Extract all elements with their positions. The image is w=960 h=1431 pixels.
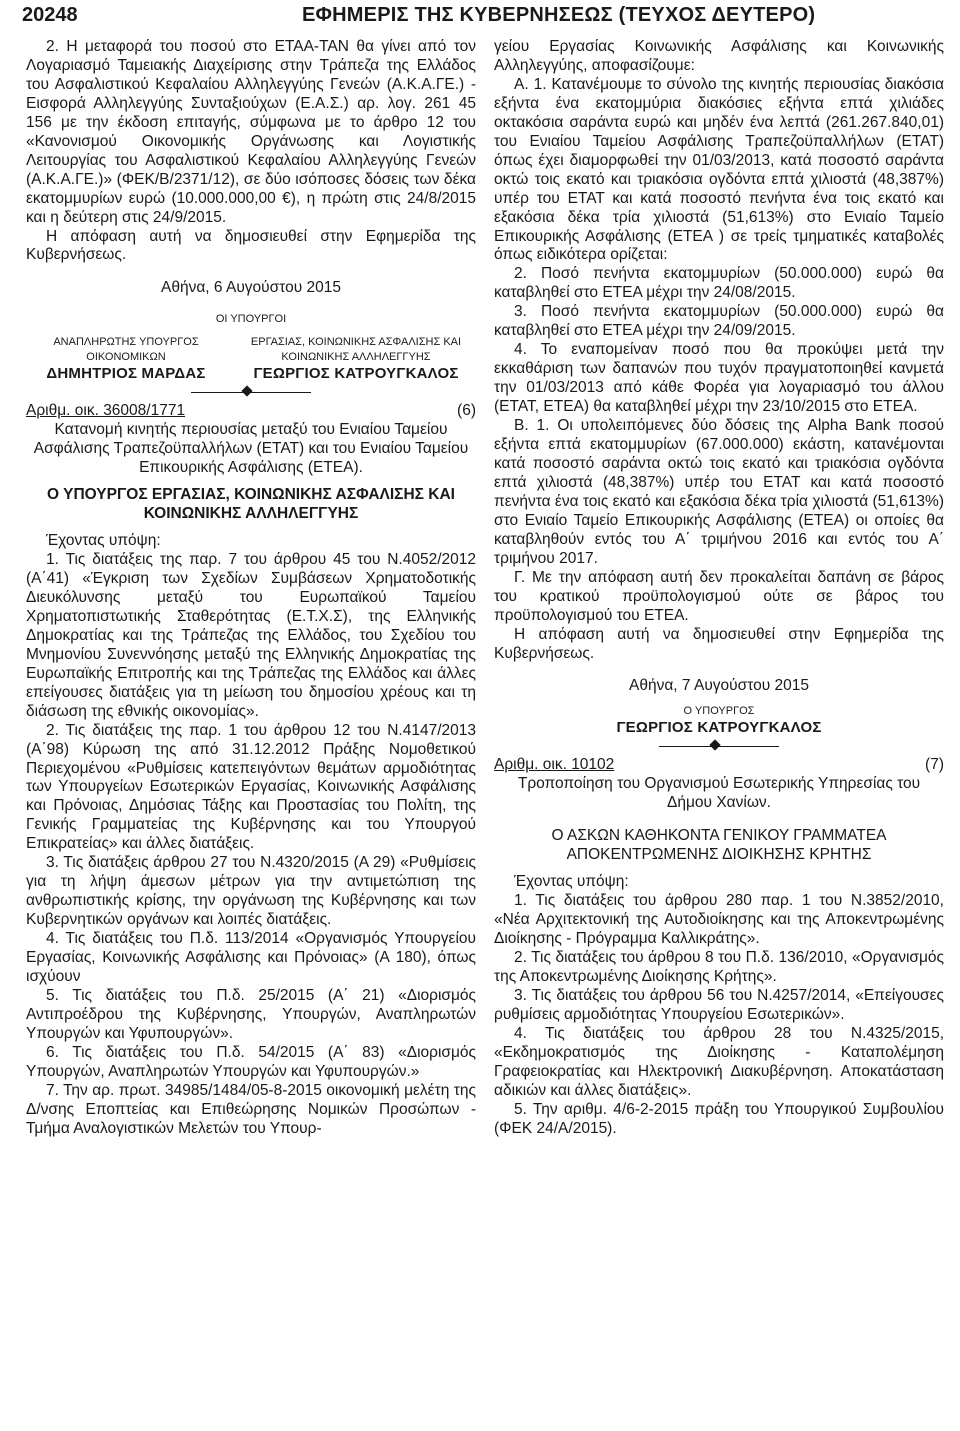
decision-6-ref: Αριθμ. οικ. 36008/1771: [26, 402, 186, 420]
gazette-title: ΕΦΗΜΕΡΙΣ ΤΗΣ ΚΥΒΕΡΝΗΣΕΩΣ (ΤΕΥΧΟΣ ΔΕΥΤΕΡΟ): [302, 4, 816, 26]
decision-7-title: Τροποποίηση του Οργανισμού Εσωτερικής Υπηρεσίας του Δήμου Χανίων.: [517, 775, 921, 812]
publish-paragraph: Η απόφαση αυτή να δημοσιευθεί στην Εφημερίδα της Κυβερνήσεως.: [26, 227, 476, 264]
decision-6-number: (6): [457, 402, 476, 420]
list-item: 4. Το εναπομείναν ποσό που θα προκύψει μετά την εκκαθάριση των δαπανών που τυχόν πραγματοποιηθεί κανμετά την 01/03/2013 από κάθε Φορέα για λογαριασμό του άλλου (ΕΤΑΤ, ΕΤΕΑ) θα καταβληθεί μέχρι την 23/10/2015 στο ΕΤΕΑ.: [494, 341, 944, 416]
minister-title: Ο ΥΠΟΥΡΓΟΣ ΕΡΓΑΣΙΑΣ, ΚΟΙΝΩΝΙΚΗΣ ΑΣΦΑΛΙΣΗΣ ΚΑΙ ΚΟΙΝΩΝΙΚΗΣ ΑΛΛΗΛΕΓΓΥΗΣ: [47, 486, 455, 523]
list-item: 6. Τις διατάξεις του Π.δ. 54/2015 (Α΄ 83) «Διορισμός Υπουργών, Αναπληρωτών Υπουργών και Υφυπουργών.»: [26, 1043, 476, 1080]
signing-date: Αθήνα, 7 Αυγούστου 2015: [629, 677, 809, 695]
list-item: Γ. Με την απόφαση αυτή δεν προκαλείται δαπάνη σε βάρος του κρατικού προϋπολογισμού ούτε σε βάρος του προϋπολογισμού του ΕΤΕΑ.: [494, 568, 944, 624]
decision-7-heading: [494, 756, 944, 775]
signature-left-name: ΔΗΜΗΤΡΙΟΣ ΜΑΡΔΑΣ: [46, 365, 206, 383]
decision-7-ref: Αριθμ. οικ. 10102: [494, 756, 615, 774]
signing-date: Αθήνα, 6 Αυγούστου 2015: [161, 279, 341, 297]
section-divider: [191, 384, 311, 402]
list-item: 5. Την αριθμ. 4/6-2-2015 πράξη του Υπουργικού Συμβουλίου (ΦΕΚ 24/Α/2015).: [494, 1100, 944, 1137]
list-item: 1. Τις διατάξεις του άρθρου 280 παρ. 1 του Ν.3852/2010, «Νέα Αρχιτεκτονική της Αυτοδιοίκησης και της Αποκεντρωμένης Διοίκησης - Πρόγραμμα Καλλικράτης».: [494, 892, 944, 947]
having-regard: Έχοντας υπόψη:: [514, 873, 629, 891]
signature-left-role: ΑΝΑΠΛΗΡΩΤΗΣ ΥΠΟΥΡΓΟΣ ΟΙΚΟΝΟΜΙΚΩΝ: [53, 336, 199, 364]
decision-6-heading: [26, 402, 476, 421]
secretary-title: Ο ΑΣΚΩΝ ΚΑΘΗΚΟΝΤΑ ΓΕΝΙΚΟΥ ΓΡΑΜΜΑΤΕΑ ΑΠΟΚΕΝΤΡΩΜΕΝΗΣ ΔΙΟΙΚΗΣΗΣ ΚΡΗΤΗΣ: [551, 827, 887, 864]
right-column: [494, 38, 944, 1138]
minister-label: Ο ΥΠΟΥΡΓΟΣ: [683, 705, 755, 718]
signature-right-name: ΓΕΩΡΓΙΟΣ ΚΑΤΡΟΥΓΚΑΛΟΣ: [253, 365, 459, 383]
list-item: 1. Τις διατάξεις της παρ. 7 του άρθρου 45 του Ν.4052/2012 (Α΄41) «Έγκριση των Σχεδίων Συμβάσεων Χρηματοδοτικής Διευκόλυνσης μεταξύ του Ευρωπαϊκού Ταμείου Χρηματοπιστωτικής Σταθερότητας (Ε.Τ.Χ.Σ), της Ελληνικής Δημοκρατίας και της Τράπεζας της Ελλάδος, του Σχεδίου του Μνημονίου Συνεννόησης μεταξύ της Ελληνικής Δημοκρατίας της Ευρωπαϊκής Επιτροπής και της Τράπεζας της Ελλάδος και άλλες επείγουσες διατάξεις για τη μείωση του δημοσίου χρέους και τη διάσωση της εθνικής οικονομίας».: [26, 551, 476, 720]
minister-name: ΓΕΩΡΓΙΟΣ ΚΑΤΡΟΥΓΚΑΛΟΣ: [616, 719, 822, 737]
ministers-label: ΟΙ ΥΠΟΥΡΓΟΙ: [215, 313, 287, 326]
publish-paragraph: Η απόφαση αυτή να δημοσιευθεί στην Εφημερίδα της Κυβερνήσεως.: [494, 625, 944, 662]
list-item: Β. 1. Οι υπολειπόμενες δύο δόσεις της Alpha Bank ποσού εξήντα επτά εκατομμυρίων (67.000.000) εκάστη, κατανέμονται κατά ποσοστό σαράντα οκτώ τοις εκατό και τριακόσια ογδόντα επτά χιλιοστά (48,387%) υπέρ του ΕΤΑΤ και κατά ποσοστό πενήντα ένα τοις εκατό και εξακόσια δέκα τρία χιλιοστά (51,613%) στο Ενιαίο Ταμείο Επικουρικής Ασφάλισης (ΕΤΕΑ) οι οποίες θα καταβληθούν εντός του Α΄ τριμήνου 2016 και εντός του Α΄ τριμήνου 2017.: [494, 417, 944, 567]
signature-right-role: ΕΡΓΑΣΙΑΣ, ΚΟΙΝΩΝΙΚΗΣ ΑΣΦΑΛΙΣΗΣ ΚΑΙ ΚΟΙΝΩΝΙΚΗΣ ΑΛΛΗΛΕΓΓΥΗΣ: [250, 336, 462, 364]
list-item: 2. Ποσό πενήντα εκατομμυρίων (50.000.000) ευρώ θα καταβληθεί στο ΕΤΕΑ μέχρι την 24/08/2015.: [494, 265, 944, 302]
list-item: 4. Τις διατάξεις του Π.δ. 113/2014 «Οργανισμός Υπουργείου Εργασίας, Κοινωνικής Ασφάλισης και Πρόνοιας» (Α 180), όπως ισχύουν: [26, 930, 476, 985]
section-divider: [659, 738, 779, 756]
having-regard: Έχοντας υπόψη:: [46, 532, 161, 550]
decision-7-number: (7): [925, 756, 944, 774]
list-item: 3. Ποσό πενήντα εκατομμυρίων (50.000.000) ευρώ θα καταβληθεί στο ΕΤΕΑ μέχρι την 24/09/2015.: [494, 303, 944, 340]
list-item: 3. Τις διατάξεις του άρθρου 56 του Ν.4257/2014, «Επείγουσες ρυθμίσεις αρμοδιότητας Υπουργείου Εσωτερικών».: [494, 986, 944, 1023]
list-item: 7. Την αρ. πρωτ. 34985/1484/05-8-2015 οικονομική μελέτη της Δ/νσης Εποπτείας και Επιθεώρησης Νομικών Προσώπων - Τμήμα Αναλογιστικών Μελετών του Υπουρ-: [26, 1081, 476, 1137]
page-header: [22, 4, 938, 32]
list-item: 4. Τις διατάξεις του άρθρου 28 του Ν.4325/2015, «Εκδημοκρατισμός της Διοίκησης - Καταπολέμηση Γραφειοκρατίας και Ηλεκτρονική Διακυβέρνηση. Αποκατάσταση αδικιών και άλλες διατάξεις».: [494, 1024, 944, 1099]
list-item: 3. Τις διατάξεις άρθρου 27 του Ν.4320/2015 (Α 29) «Ρυθμίσεις για τη λήψη άμεσων μέτρων για την αντιμετώπιση της ανθρωπιστικής κρίσης, την οργάνωση της Κυβέρνησης και των Κυβερνητικών οργάνων και λοιπές διατάξεις.: [26, 854, 476, 929]
signatures: [26, 335, 476, 384]
continuation-paragraph: γείου Εργασίας Κοινωνικής Ασφάλισης και Κοινωνικής Αλληλεγγύης, αποφασίζουμε:: [494, 38, 944, 74]
page-number: 20248: [22, 4, 78, 26]
diamond-icon: [241, 386, 252, 397]
list-item: Α. 1. Κατανέμουμε το σύνολο της κινητής περιουσίας διακόσια εξήντα ένα εκατομμύρια διακόσιες εξήντα επτά χιλιάδες οκτακόσια σαράντα ευρώ και μηδέν ένα λεπτά (261.267.840,01) του Ενιαίου Ταμείου Ασφάλισης Τραπεζοϋπαλλήλων (ΕΤΑΤ) όπως έχει διαμορφωθεί την 01/03/2013, κατά ποσοστό σαράντα οκτώ τοις εκατό και τριακόσια ογδόντα επτά χιλιοστά (48,387%) υπέρ του ΕΤΑΤ και κατά ποσοστό πενήντα ένα τοις εκατό και εξακόσια δέκα τρία χιλιοστά (51,613%) στο Ενιαίο Ταμείο Επικουρικής Ασφάλισης (ΕΤΕΑ ) σε τρείς τμηματικές καταβολές όπως ειδικότερα ορίζεται:: [494, 75, 944, 264]
decision-6-title: Κατανομή κινητής περιουσίας μεταξύ του Ενιαίου Ταμείου Ασφάλισης Τραπεζοϋπαλλήλων (ΕΤΑΤ) και του Ενιαίου Ταμείου Επικουρικής Ασφάλισης (ΕΤΕΑ).: [33, 421, 469, 477]
intro-paragraph: 2. Η μεταφορά του ποσού στο ΕΤΑΑ-ΤΑΝ θα γίνει από τον Λογαριασμό Ταμειακής Διαχείρισης στην Τράπεζα της Ελλάδος του Ασφαλιστικού Κεφαλαίου Αλληλεγγύης Γενεών (Α.Κ.Α.ΓΕ.) - Εισφορά Αλληλεγγύης Συνταξιούχων (Ε.Α.Σ.) αρ. λογ. 261 45 156 με την έκδοση επιταγής, σύμφωνα με το άρθρο 12 του «Κανονισμού Οικονομικής Οργάνωσης και Λογιστικής Λειτουργίας του Ασφαλιστικού Κεφαλαίου Αλληλεγγύης Γενεών (Α.Κ.Α.ΓΕ.)» (ΦΕΚ/Β/2371/12), σε δύο ισόποσες δόσεις των δέκα εκατομμυρίων ευρώ (10.000.000,00 €), η πρώτη στις 24/8/2015 και η δεύτερη στις 24/9/2015.: [26, 38, 476, 226]
list-item: 2. Τις διατάξεις του άρθρου 8 του Π.δ. 136/2010, «Οργανισμός της Αποκεντρωμένης Διοίκησης Κρήτης».: [494, 948, 944, 985]
left-column: [26, 38, 476, 1139]
list-item: 2. Τις διατάξεις της παρ. 1 του άρθρου 12 του Ν.4147/2013 (Α΄98) Κύρωση της από 31.12.2012 Πράξης Νομοθετικού Περιεχομένου «Ρυθμίσεις κατεπειγόντων θεμάτων αρμοδιότητας των Υπουργείων Εσωτερικών Εργασίας, Κοινωνικής Ασφάλισης και Πρόνοιας, Δημόσιας Τάξης και Προστασίας του Πολίτη, της Γενικής Γραμματείας της Κυβέρνησης και του Υπουργού Επικρατείας» και άλλες διατάξεις.: [26, 721, 476, 853]
diamond-icon: [709, 740, 720, 751]
list-item: 5. Τις διατάξεις του Π.δ. 25/2015 (Α΄ 21) «Διορισμός Αντιπροέδρου της Κυβέρνησης, Υπουργών, Αναπληρωτών Υπουργών και Υφυπουργών».: [26, 986, 476, 1042]
